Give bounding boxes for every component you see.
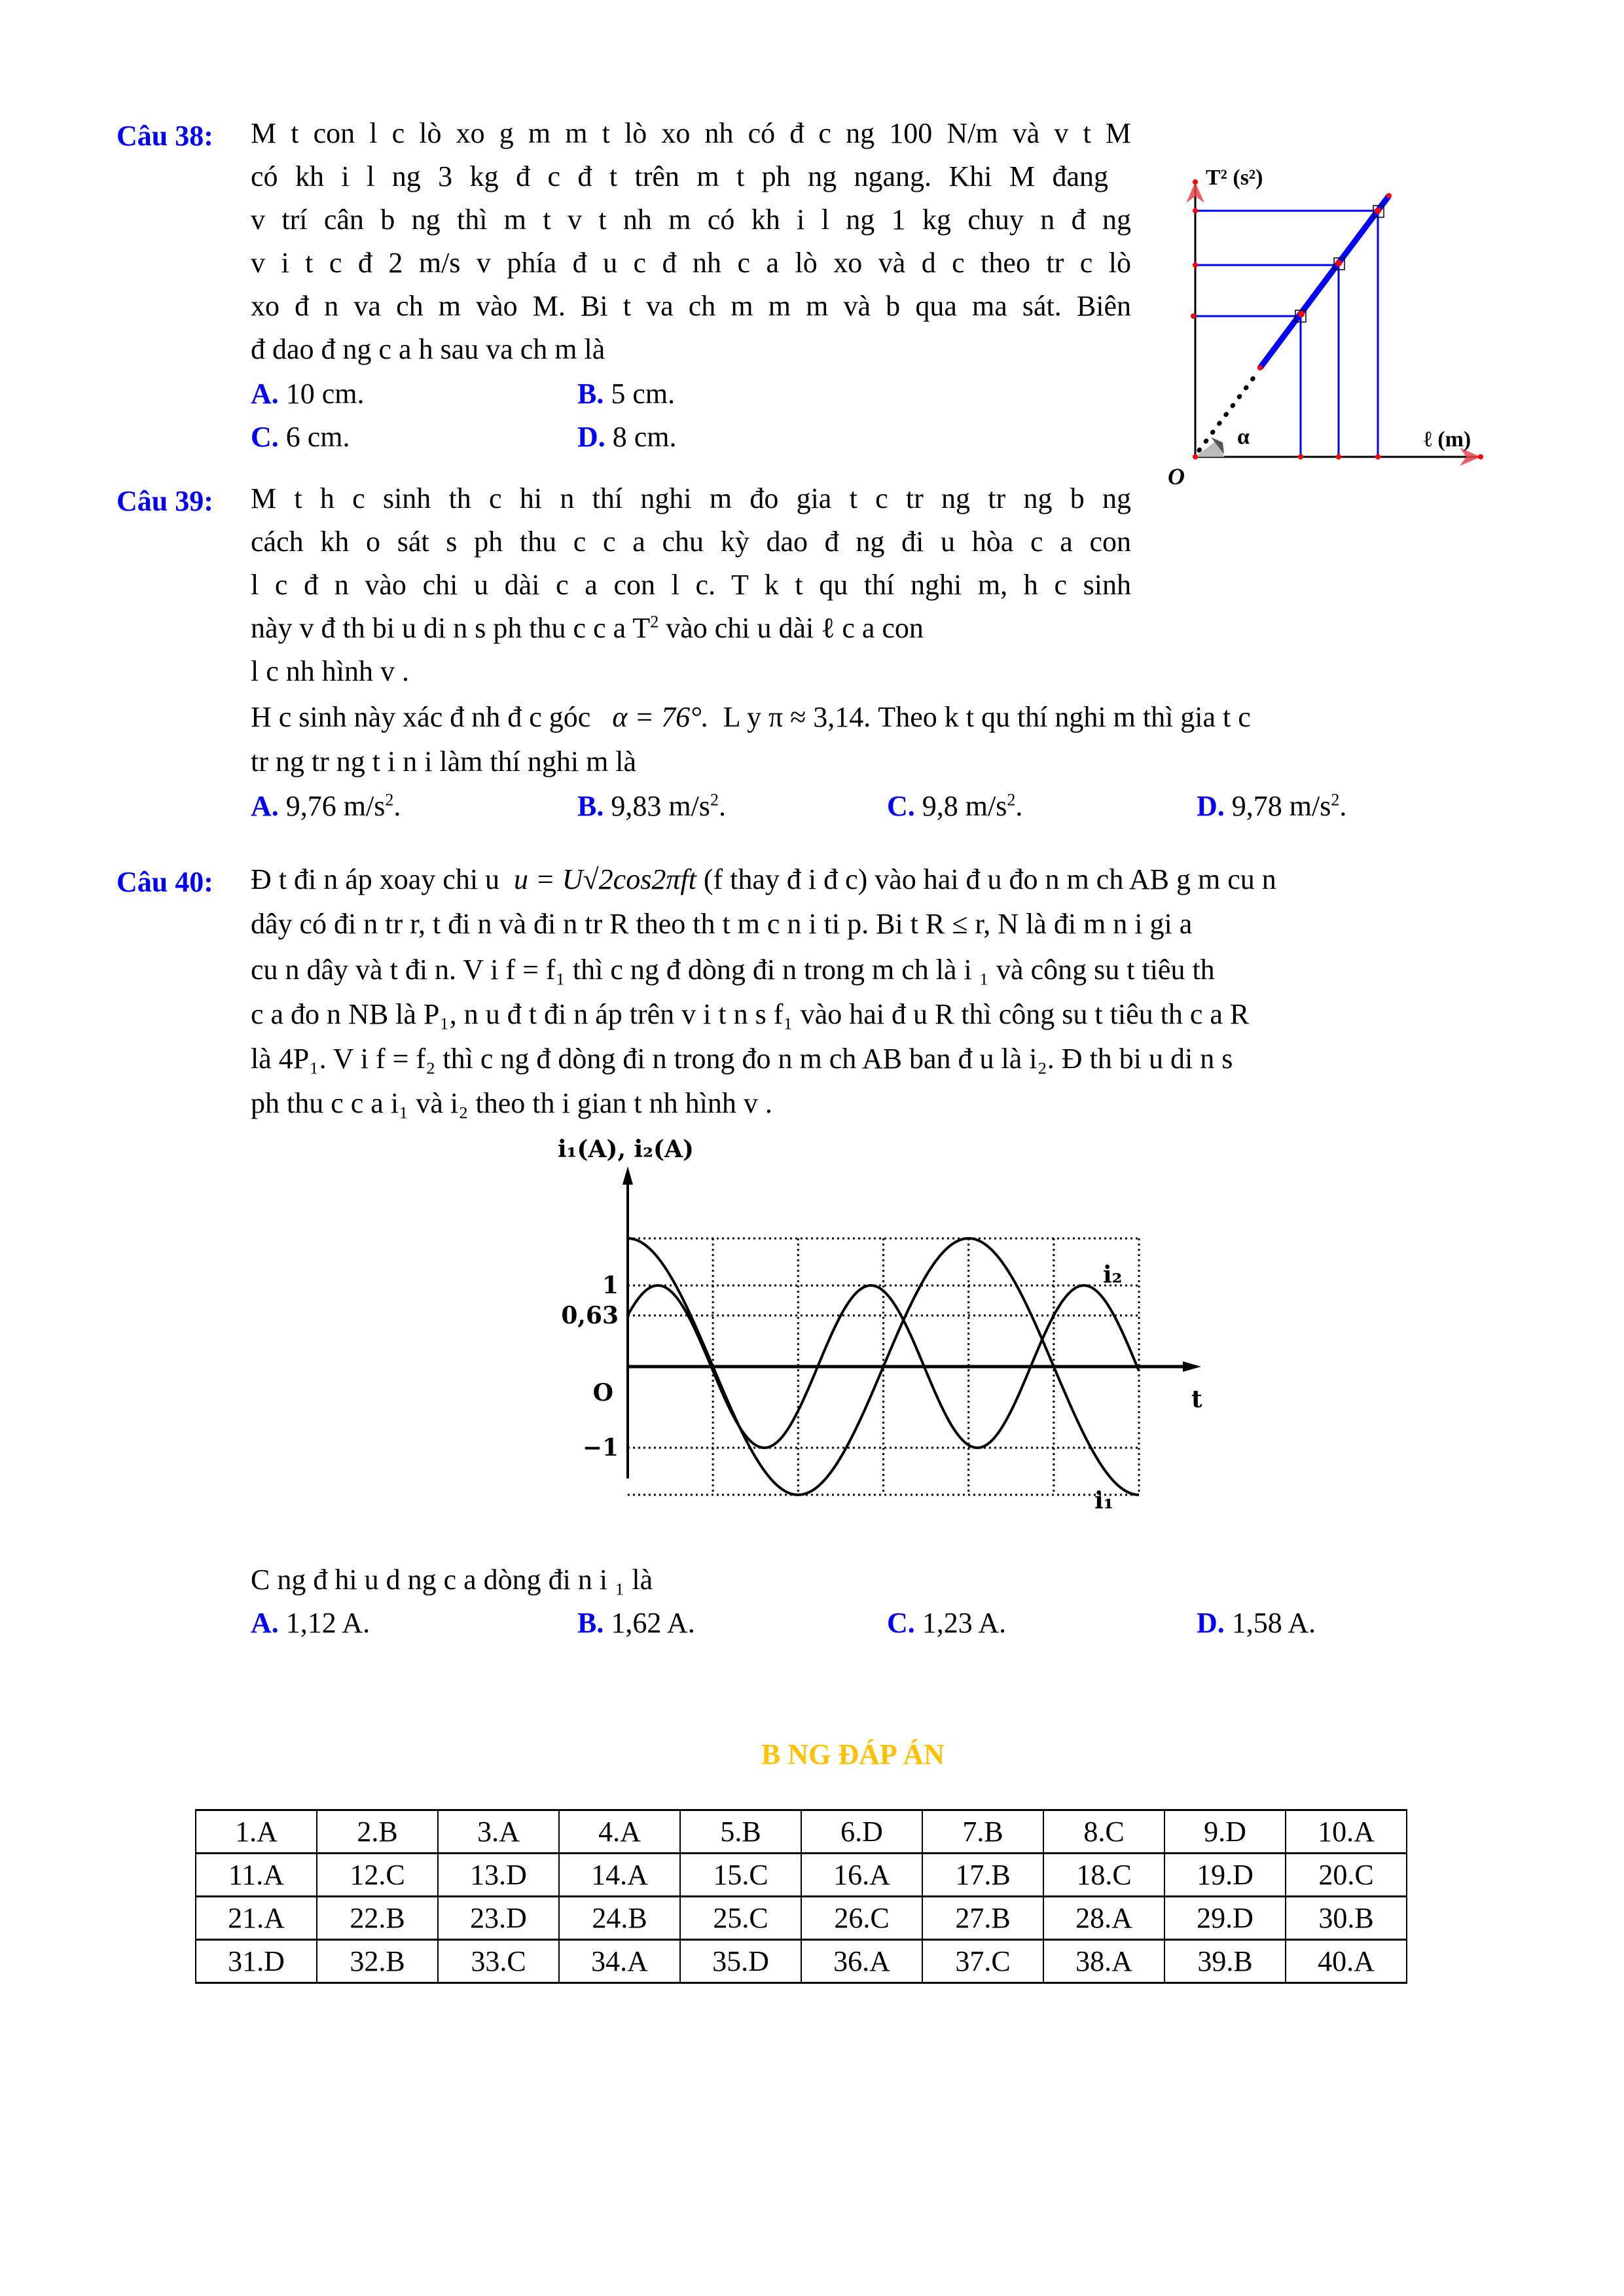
answer-cell: 30.B bbox=[1286, 1897, 1407, 1940]
y-tick-label: 1 bbox=[602, 1272, 619, 1299]
q38-line-2: có kh i l ng 3 kg đ c đ t trên m t ph ng ngang. Khi M đang bbox=[251, 160, 1108, 192]
q40-question: C ng đ hi u d ng c a dòng đi n i ₁ là bbox=[251, 1564, 653, 1596]
q40-line-2: dây có đi n tr r, t đi n và đi n tr R theo th t m c n i ti p. Bi t R ≤ r, N là đi m n i gi a bbox=[251, 908, 1193, 940]
voltage-equation: u = U√2cos2πft bbox=[514, 863, 696, 895]
superscript: 2 bbox=[710, 790, 719, 810]
y-tick-label: −1 bbox=[582, 1434, 619, 1462]
q38-option-b[interactable] bbox=[577, 380, 675, 408]
option-text: 1,62 A. bbox=[611, 1607, 695, 1639]
q39-option-c[interactable] bbox=[887, 792, 1022, 821]
q38-line-4: v i t c đ 2 m/s v phía đ u c đ nh c a lò xo và d c theo tr c lò bbox=[251, 247, 1131, 279]
answer-cell: 16.A bbox=[801, 1854, 922, 1897]
answer-cell: 40.A bbox=[1286, 1940, 1407, 1983]
option-letter: C. bbox=[887, 1607, 915, 1639]
answer-cell: 8.C bbox=[1043, 1810, 1164, 1854]
option-tail: . bbox=[1339, 790, 1347, 822]
y-axis-label: T² (s²) bbox=[1206, 166, 1263, 190]
q39-line-4-text: này v đ th bi u di n s ph thu c c a T bbox=[251, 612, 651, 644]
answer-cell: 25.C bbox=[680, 1897, 801, 1940]
q40-line-4: c a đo n NB là P₁, n u đ t đi n áp trên v i t n s f₁ vào hai đ u R thì công su t tiêu th c a R bbox=[251, 998, 1250, 1030]
option-tail: . bbox=[1015, 790, 1023, 822]
x-axis-arrow-icon bbox=[1183, 1361, 1201, 1372]
option-tail: . bbox=[718, 790, 726, 822]
answer-cell: 32.B bbox=[317, 1940, 438, 1983]
option-letter: D. bbox=[1197, 1607, 1225, 1639]
option-letter: B. bbox=[577, 790, 604, 822]
q40-option-c[interactable] bbox=[887, 1609, 1006, 1638]
q40-line-6: ph thu c c a i₁ và i₂ theo th i gian t nh hình v . bbox=[251, 1087, 772, 1119]
answer-cell: 36.A bbox=[801, 1940, 922, 1983]
answer-cell: 7.B bbox=[922, 1810, 1043, 1854]
option-letter: D. bbox=[1197, 790, 1225, 822]
superscript: 2 bbox=[1331, 790, 1340, 810]
q39-option-a[interactable] bbox=[251, 792, 401, 821]
answer-row bbox=[196, 1940, 1407, 1983]
origin-label: O bbox=[592, 1379, 613, 1407]
q40-line-1 bbox=[251, 865, 1276, 894]
q40-line-3: cu n dây và t đi n. V i f = f₁ thì c ng đ dòng đi n trong m ch là i ₁ và công su t tiêu th bbox=[251, 954, 1215, 986]
answer-cell: 33.C bbox=[438, 1940, 559, 1983]
q38-option-d[interactable] bbox=[577, 423, 677, 452]
answer-cell: 9.D bbox=[1164, 1810, 1286, 1854]
answer-cell: 24.B bbox=[559, 1897, 680, 1940]
answer-cell: 19.D bbox=[1164, 1854, 1286, 1897]
answer-cell: 17.B bbox=[922, 1854, 1043, 1897]
answer-cell: 15.C bbox=[680, 1854, 801, 1897]
answer-cell: 6.D bbox=[801, 1810, 922, 1854]
angle-label: α bbox=[1237, 425, 1250, 449]
answer-row bbox=[196, 1810, 1407, 1854]
q38-line-5: xo đ n va ch m vào M. Bi t va ch m m m và b qua ma sát. Biên bbox=[251, 290, 1131, 322]
q39-line-4 bbox=[251, 614, 924, 643]
option-text: 5 cm. bbox=[611, 378, 676, 410]
answer-cell: 23.D bbox=[438, 1897, 559, 1940]
option-text: 1,12 A. bbox=[285, 1607, 370, 1639]
q39-option-d[interactable] bbox=[1197, 792, 1346, 821]
option-letter: D. bbox=[577, 421, 605, 453]
option-text: 1,58 A. bbox=[1231, 1607, 1316, 1639]
option-text: 6 cm. bbox=[285, 421, 350, 453]
x-axis-label: t bbox=[1191, 1386, 1202, 1413]
chart-axes bbox=[623, 1166, 1201, 1479]
answer-cell: 3.A bbox=[438, 1810, 559, 1854]
option-letter: C. bbox=[887, 790, 915, 822]
q39-line-5: l c nh hình v . bbox=[251, 655, 409, 687]
red-markers bbox=[1191, 179, 1483, 459]
origin-label: O bbox=[1168, 463, 1185, 490]
answer-cell: 10.A bbox=[1286, 1810, 1407, 1854]
q40-option-d[interactable] bbox=[1197, 1609, 1316, 1638]
q39-line-7: tr ng tr ng t i n i làm thí nghi m là bbox=[251, 745, 637, 778]
answer-cell: 21.A bbox=[196, 1897, 317, 1940]
option-letter: B. bbox=[577, 1607, 604, 1639]
answer-cell: 37.C bbox=[922, 1940, 1043, 1983]
answer-cell: 2.B bbox=[317, 1810, 438, 1854]
answer-cell: 5.B bbox=[680, 1810, 801, 1854]
superscript: 2 bbox=[650, 612, 659, 632]
option-text: 8 cm. bbox=[612, 421, 677, 453]
q38-line-6: đ dao đ ng c a h sau va ch m là bbox=[251, 333, 605, 365]
answer-row bbox=[196, 1854, 1407, 1897]
option-tail: . bbox=[393, 790, 401, 822]
q39-line-2: cách kh o sát s ph thu c c a chu kỳ dao đ ng đi u hòa c a con bbox=[251, 526, 1131, 558]
q40-line-1-pre: Đ t đi n áp xoay chi u bbox=[251, 863, 500, 895]
option-text: 1,23 A. bbox=[922, 1607, 1007, 1639]
q40-option-a[interactable] bbox=[251, 1609, 370, 1638]
answer-cell: 18.C bbox=[1043, 1854, 1164, 1897]
series-label-i1: i₁ bbox=[1094, 1487, 1114, 1515]
q39-option-b[interactable] bbox=[577, 792, 726, 821]
q38-option-a[interactable] bbox=[251, 380, 365, 408]
question-40-label: Câu 40: bbox=[117, 866, 213, 898]
y-axis-arrow-icon bbox=[623, 1166, 633, 1185]
q39-line-3: l c đ n vào chi u dài c a con l c. T k t qu thí nghi m, h c sinh bbox=[251, 569, 1131, 601]
q39-line-6-pre: H c sinh này xác đ nh đ c góc bbox=[251, 701, 591, 733]
answer-table-title: B NG ĐÁP ÁN bbox=[761, 1738, 945, 1770]
q39-line-4-tail: vào chi u dài ℓ c a con bbox=[659, 612, 924, 644]
x-axis-label: ℓ (m) bbox=[1424, 427, 1471, 452]
pendulum-graph bbox=[1165, 151, 1558, 596]
q38-line-3: v trí cân b ng thì m t v t nh m có kh i l ng 1 kg chuy n đ ng bbox=[251, 204, 1131, 236]
answer-table bbox=[195, 1809, 1407, 1984]
answer-cell: 4.A bbox=[559, 1810, 680, 1854]
question-39-label: Câu 39: bbox=[117, 485, 213, 517]
question-38-label: Câu 38: bbox=[117, 120, 213, 152]
answer-cell: 35.D bbox=[680, 1940, 801, 1983]
q40-line-5: là 4P₁. V i f = f₂ thì c ng đ dòng đi n trong đo n m ch AB ban đ u là i₂. Đ th bi u di n s bbox=[251, 1043, 1233, 1075]
answer-cell: 22.B bbox=[317, 1897, 438, 1940]
y-tick-label: 0,63 bbox=[561, 1301, 619, 1329]
answer-row bbox=[196, 1897, 1407, 1940]
answer-cell: 26.C bbox=[801, 1897, 922, 1940]
answer-cell: 31.D bbox=[196, 1940, 317, 1983]
y-axis-label: i₁(A), i₂(A) bbox=[558, 1136, 694, 1163]
q39-line-6-mid: L y π ≈ 3,14. Theo k t qu thí nghi m thì gia t c bbox=[723, 701, 1251, 733]
answer-cell: 38.A bbox=[1043, 1940, 1164, 1983]
answer-cell: 13.D bbox=[438, 1854, 559, 1897]
answer-cell: 27.B bbox=[922, 1897, 1043, 1940]
option-text: 10 cm. bbox=[285, 378, 365, 410]
option-letter: A. bbox=[251, 378, 279, 410]
fit-line bbox=[1260, 196, 1389, 368]
current-time-chart bbox=[543, 1126, 1237, 1551]
superscript: 2 bbox=[1007, 790, 1016, 810]
option-letter: B. bbox=[577, 378, 604, 410]
answer-cell: 14.A bbox=[559, 1854, 680, 1897]
q38-line-1: M t con l c lò xo g m m t lò xo nh có đ c ng 100 N/m và v t M bbox=[251, 117, 1131, 149]
answer-cell: 11.A bbox=[196, 1854, 317, 1897]
option-text: 9,8 m/s bbox=[922, 790, 1007, 822]
answer-cell: 1.A bbox=[196, 1810, 317, 1854]
answer-cell: 34.A bbox=[559, 1940, 680, 1983]
q38-option-c[interactable] bbox=[251, 423, 350, 452]
answer-cell: 28.A bbox=[1043, 1897, 1164, 1940]
option-text: 9,76 m/s bbox=[285, 790, 386, 822]
option-text: 9,83 m/s bbox=[611, 790, 710, 822]
answer-cell: 39.B bbox=[1164, 1940, 1286, 1983]
option-letter: A. bbox=[251, 1607, 279, 1639]
option-letter: C. bbox=[251, 421, 279, 453]
q40-line-1-post: (f thay đ i đ c) vào hai đ u đo n m ch AB g m cu n bbox=[703, 863, 1276, 895]
q39-line-1: M t h c sinh th c hi n thí nghi m đo gia t c tr ng tr ng b ng bbox=[251, 482, 1131, 514]
answer-cell: 12.C bbox=[317, 1854, 438, 1897]
q39-line-6 bbox=[251, 703, 1251, 732]
option-letter: A. bbox=[251, 790, 279, 822]
answer-cell: 29.D bbox=[1164, 1897, 1286, 1940]
q40-option-b[interactable] bbox=[577, 1609, 695, 1638]
chart-labels bbox=[558, 1136, 1202, 1515]
alpha-equation: α = 76°. bbox=[612, 701, 709, 733]
superscript: 2 bbox=[385, 790, 394, 810]
answer-cell: 20.C bbox=[1286, 1854, 1407, 1897]
option-text: 9,78 m/s bbox=[1231, 790, 1331, 822]
series-label-i2: i₂ bbox=[1103, 1261, 1123, 1289]
